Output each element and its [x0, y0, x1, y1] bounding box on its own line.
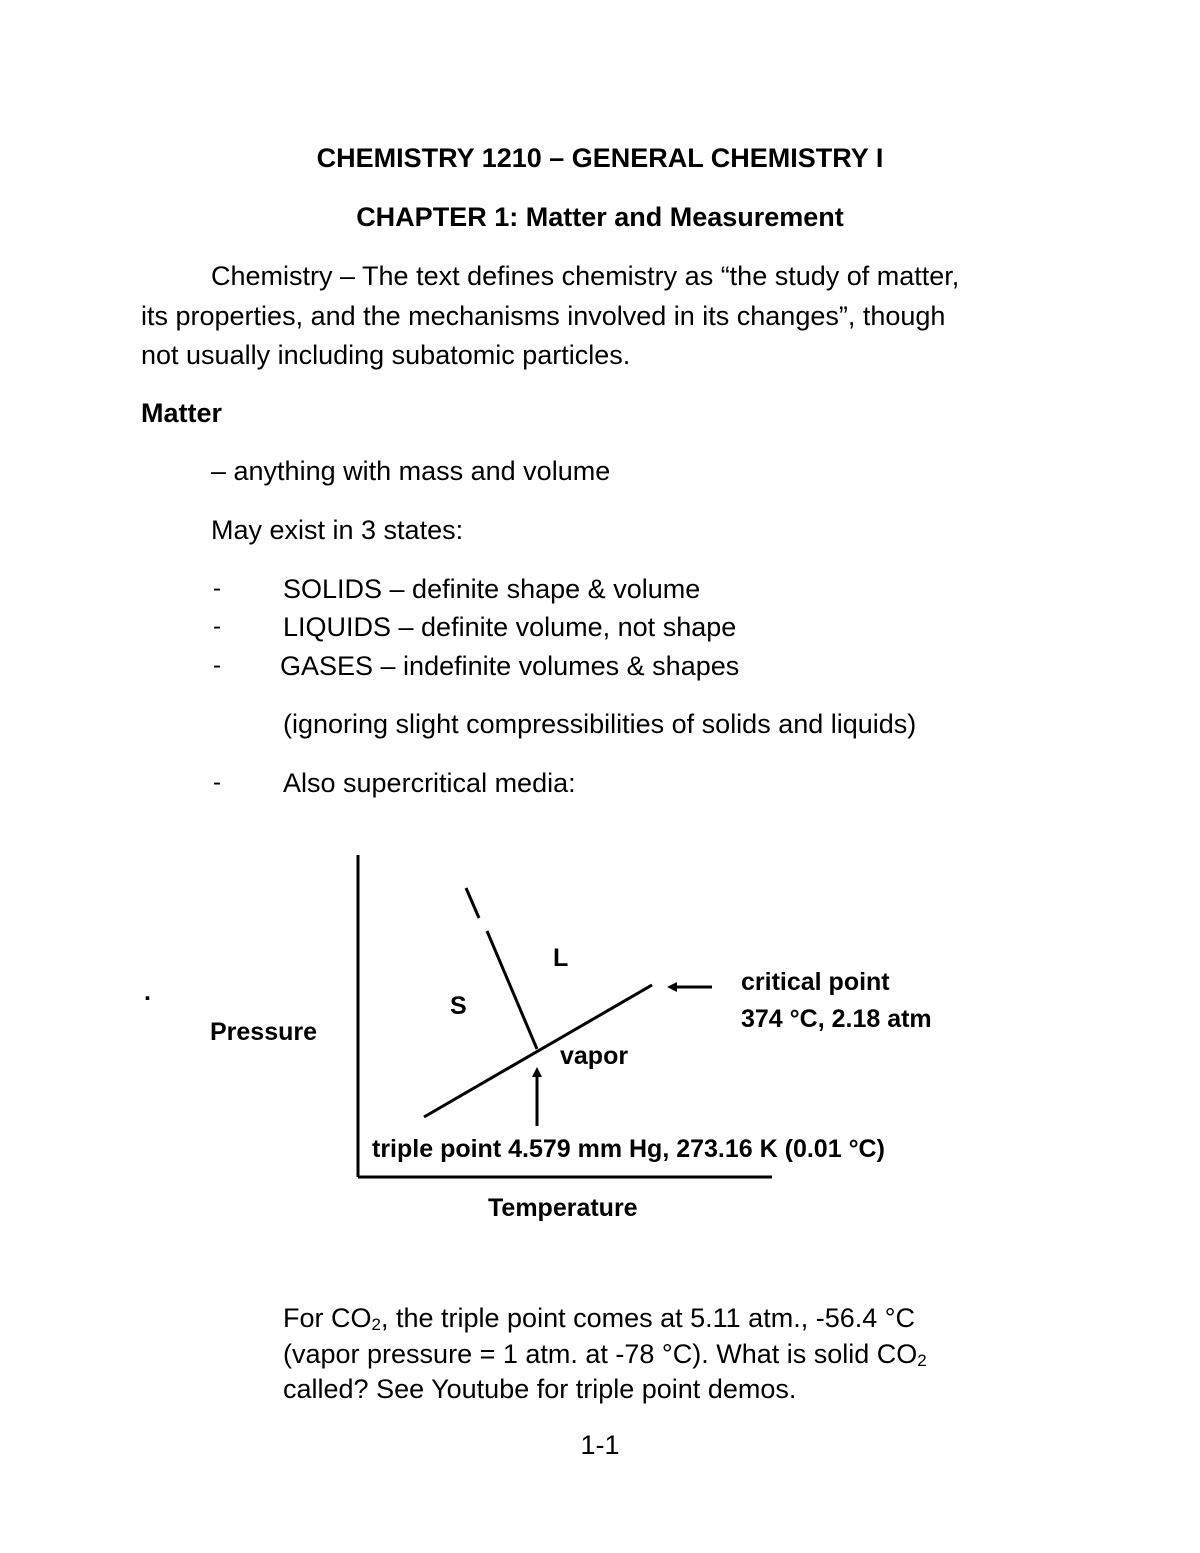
- matter-heading: Matter: [141, 398, 223, 428]
- solid-region-label: S: [450, 992, 467, 1020]
- solid-liquid-boundary: [487, 931, 537, 1049]
- co2-note-line-3: called? See Youtube for triple point demos.: [283, 1374, 797, 1404]
- state-gases: GASES – indefinite volumes & shapes: [280, 651, 740, 681]
- list-bullet: -: [213, 652, 221, 679]
- intro-line-1: Chemistry – The text defines chemistry as “the study of matter,: [211, 261, 960, 291]
- intro-line-2: its properties, and the mechanisms involved in its changes”, though: [141, 301, 946, 331]
- x-axis-label: Temperature: [488, 1194, 638, 1222]
- liquid-region-label: L: [553, 944, 569, 972]
- co2-note-line-2: (vapor pressure = 1 atm. at -78 °C). What is solid $CO_2$: [283, 1339, 927, 1370]
- list-bullet: -: [213, 575, 221, 602]
- critical-point-label: critical point: [741, 968, 890, 996]
- chapter-title: CHAPTER 1: Matter and Measurement: [356, 202, 844, 232]
- vapor-region-label: vapor: [560, 1042, 629, 1070]
- state-liquids: LIQUIDS – definite volume, not shape: [283, 612, 737, 642]
- compressibility-note: (ignoring slight compressibilities of solids and liquids): [283, 709, 917, 739]
- intro-line-3: not usually including subatomic particles.: [141, 340, 631, 370]
- critical-point-value: 374 °C, 2.18 atm: [741, 1005, 932, 1033]
- course-title: CHEMISTRY 1210 – GENERAL CHEMISTRY I: [316, 143, 884, 173]
- solid-liquid-boundary-upper: [466, 888, 479, 918]
- y-axis-label: Pressure: [210, 1018, 318, 1046]
- triple-point-label: triple point 4.579 mm Hg, 273.16 K (0.01 °C): [372, 1135, 885, 1163]
- phase-diagram: [0, 840, 1200, 1230]
- supercritical-item: Also supercritical media:: [283, 768, 576, 798]
- list-bullet: -: [213, 613, 221, 640]
- stray-mark: .: [144, 978, 151, 1006]
- page-number: 1-1: [580, 1430, 620, 1460]
- matter-definition: – anything with mass and volume: [211, 456, 611, 486]
- states-intro: May exist in 3 states:: [211, 515, 464, 545]
- list-bullet: -: [213, 769, 221, 796]
- state-solids: SOLIDS – definite shape & volume: [283, 574, 701, 604]
- co2-note-line-1: For $CO_2$, the triple point comes at 5.11 atm., -56.4 °C: [283, 1303, 916, 1334]
